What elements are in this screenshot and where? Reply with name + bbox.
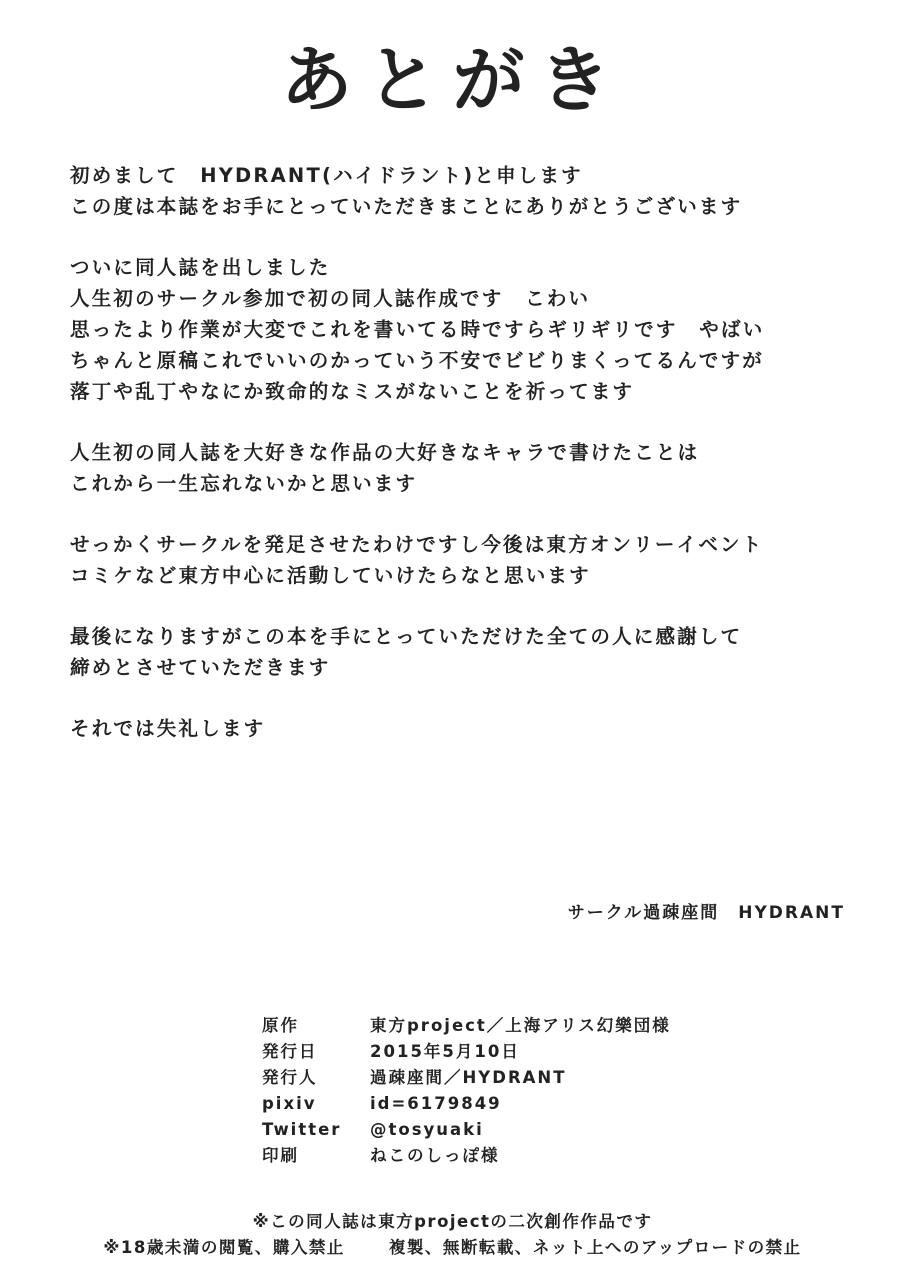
colophon-row <box>262 1039 671 1065</box>
colophon-row <box>262 1117 671 1143</box>
text-line: この度は本誌をお手にとっていただきまことにありがとうございます <box>70 195 743 218</box>
afterword-body <box>70 160 860 774</box>
text-line: ついに同人誌を出しました <box>70 256 331 279</box>
text-line: 初めまして HYDRANT(ハイドラント)と申します <box>70 164 583 187</box>
colophon-key: 発行日 <box>262 1042 318 1061</box>
colophon-row <box>262 1143 671 1169</box>
colophon-key: Twitter <box>262 1120 342 1139</box>
text-line: 人生初の同人誌を大好きな作品の大好きなキャラで書けたことは <box>70 441 700 464</box>
text-line: それでは失礼します <box>70 717 266 740</box>
paragraph-greeting <box>70 160 860 222</box>
text-line: 締めとさせていただきます <box>70 656 331 679</box>
colophon-row <box>262 1013 671 1039</box>
colophon-table <box>262 1013 671 1169</box>
colophon-value: @tosyuaki <box>370 1120 484 1139</box>
colophon-row <box>262 1065 671 1091</box>
circle-signature: サークル過疎座間 HYDRANT <box>567 903 845 923</box>
text-line: 思ったより作業が大変でこれを書いてる時ですらギリギリです やばい <box>70 318 765 341</box>
text-line: 落丁や乱丁やなにか致命的なミスがないことを祈ってます <box>70 380 635 403</box>
colophon-value: 東方project／上海アリス幻樂団様 <box>370 1016 671 1035</box>
paragraph-thanks <box>70 621 860 683</box>
colophon-key: 発行人 <box>262 1068 318 1087</box>
text-line: せっかくサークルを発足させたわけですし今後は東方オンリーイベント <box>70 533 764 556</box>
paragraph-memory <box>70 437 860 499</box>
colophon-key: 原作 <box>262 1016 299 1035</box>
colophon-key: pixiv <box>262 1094 317 1113</box>
colophon-key: 印刷 <box>262 1146 299 1165</box>
page-title: あとがき <box>280 38 625 122</box>
colophon-row <box>262 1091 671 1117</box>
text-line: 人生初のサークル参加で初の同人誌作成です こわい <box>70 287 591 310</box>
text-line: 最後になりますがこの本を手にとっていただけた全ての人に感謝して <box>70 625 743 648</box>
restriction-notice <box>0 1234 905 1258</box>
text-line: コミケなど東方中心に活動していけたらなと思います <box>70 564 591 587</box>
colophon-value: 2015年5月10日 <box>370 1042 520 1061</box>
text-line: これから一生忘れないかと思います <box>70 472 418 495</box>
age-restriction-text: ※18歳未満の閲覧、購入禁止 <box>103 1238 345 1257</box>
colophon-value: ねこのしっぽ様 <box>370 1146 500 1165</box>
paragraph-first-book <box>70 252 860 407</box>
reproduction-restriction-text: 複製、無断転載、ネット上へのアップロードの禁止 <box>388 1238 802 1257</box>
fan-work-notice: ※この同人誌は東方projectの二次創作作品です <box>252 1212 653 1231</box>
text-line: ちゃんと原稿これでいいのかっていう不安でビビりまくってるんですが <box>70 349 765 372</box>
colophon-value: 過疎座間／HYDRANT <box>370 1068 567 1087</box>
paragraph-farewell <box>70 713 860 744</box>
paragraph-future <box>70 529 860 591</box>
colophon-value: id=6179849 <box>370 1094 502 1113</box>
